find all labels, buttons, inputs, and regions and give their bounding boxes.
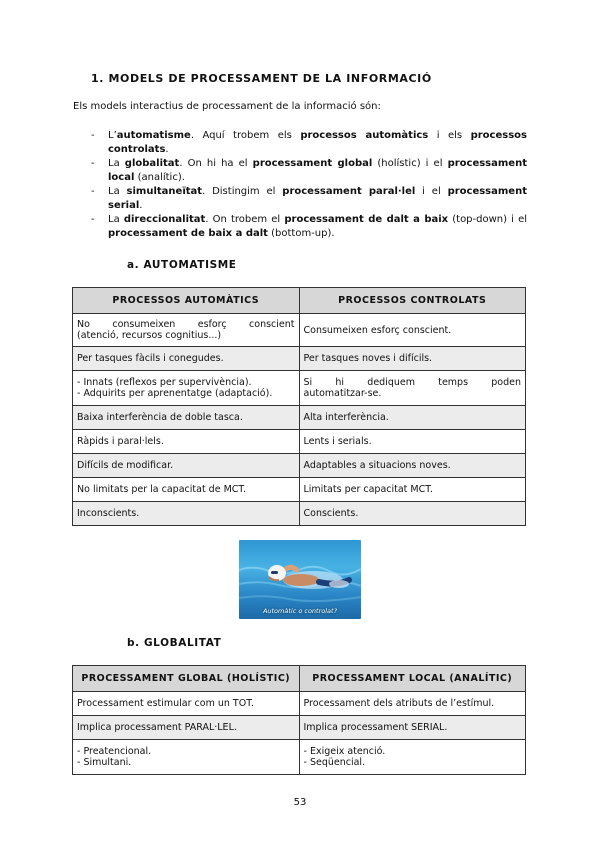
table-cell: - Preatencional. - Simultani. <box>73 740 300 775</box>
table-row <box>73 740 526 775</box>
intro-paragraph: Els models interactius de processament de la informació són: <box>73 101 381 112</box>
list-item: - La globalitat. On hi ha el processament global (holístic) i el processament local (analític). <box>91 158 527 183</box>
table-row <box>73 454 526 478</box>
table-cell: Per tasques fàcils i conegudes. <box>73 347 300 371</box>
table-cell: - Exigeix atenció. - Seqüencial. <box>299 740 526 775</box>
table-row <box>73 692 526 716</box>
swimmer-photo <box>239 540 361 619</box>
column-header: PROCESSAMENT GLOBAL (HOLÍSTIC) <box>73 666 300 692</box>
table-cell: Ràpids i paral·lels. <box>73 430 300 454</box>
table-cell: Difícils de modificar. <box>73 454 300 478</box>
table-cell: Limitats per capacitat MCT. <box>299 478 526 502</box>
table-cell: Lents i serials. <box>299 430 526 454</box>
list-item: - La direccionalitat. On trobem el processament de dalt a baix (top-down) i el processament de baix a dalt (bottom-up). <box>91 214 527 239</box>
table-row <box>73 347 526 371</box>
subsection-b-heading: b. GLOBALITAT <box>127 637 222 649</box>
table-row <box>73 371 526 406</box>
table-cell: Implica processament SERIAL. <box>299 716 526 740</box>
table-cell: Processament dels atributs de l’estímul. <box>299 692 526 716</box>
list-item: - La simultaneïtat. Distingim el processament paral·lel i el processament serial. <box>91 186 527 211</box>
table-cell: Per tasques noves i difícils. <box>299 347 526 371</box>
automatisme-table <box>72 287 526 526</box>
image-caption: Automàtic o controlat? <box>262 607 338 615</box>
table-row <box>73 478 526 502</box>
column-header: PROCESSOS CONTROLATS <box>299 288 526 314</box>
table-cell: Alta interferència. <box>299 406 526 430</box>
table-row <box>73 502 526 526</box>
table-row <box>73 406 526 430</box>
table-cell: Consumeixen esforç conscient. <box>299 314 526 347</box>
models-list <box>91 129 527 241</box>
table-cell: Conscients. <box>299 502 526 526</box>
table-row <box>73 314 526 347</box>
column-header: PROCESSOS AUTOMÀTICS <box>73 288 300 314</box>
globalitat-table <box>72 665 526 775</box>
list-item: - L’automatisme. Aquí trobem els processos automàtics i els processos controlats. <box>91 130 527 155</box>
page-number: 53 <box>293 797 307 808</box>
table-cell: Processament estimular com un TOT. <box>73 692 300 716</box>
table-cell: No consumeixen esforç conscient (atenció, recursos cognitius...) <box>73 314 300 347</box>
table-cell: Adaptables a situacions noves. <box>299 454 526 478</box>
table-cell: Implica processament PARAL·LEL. <box>73 716 300 740</box>
table-row <box>73 716 526 740</box>
table-row <box>73 430 526 454</box>
table-cell: - Innats (reflexos per supervivència). - Adquirits per aprenentatge (adaptació). <box>73 371 300 406</box>
column-header: PROCESSAMENT LOCAL (ANALÍTIC) <box>299 666 526 692</box>
table-cell: Si hi dediquem temps poden automatitzar-se. <box>299 371 526 406</box>
table-cell: No limitats per la capacitat de MCT. <box>73 478 300 502</box>
subsection-a-heading: a. AUTOMATISME <box>127 259 237 271</box>
table-cell: Baixa interferència de doble tasca. <box>73 406 300 430</box>
section-heading: 1. MODELS DE PROCESSAMENT DE LA INFORMACIÓ <box>91 72 432 85</box>
table-cell: Inconscients. <box>73 502 300 526</box>
